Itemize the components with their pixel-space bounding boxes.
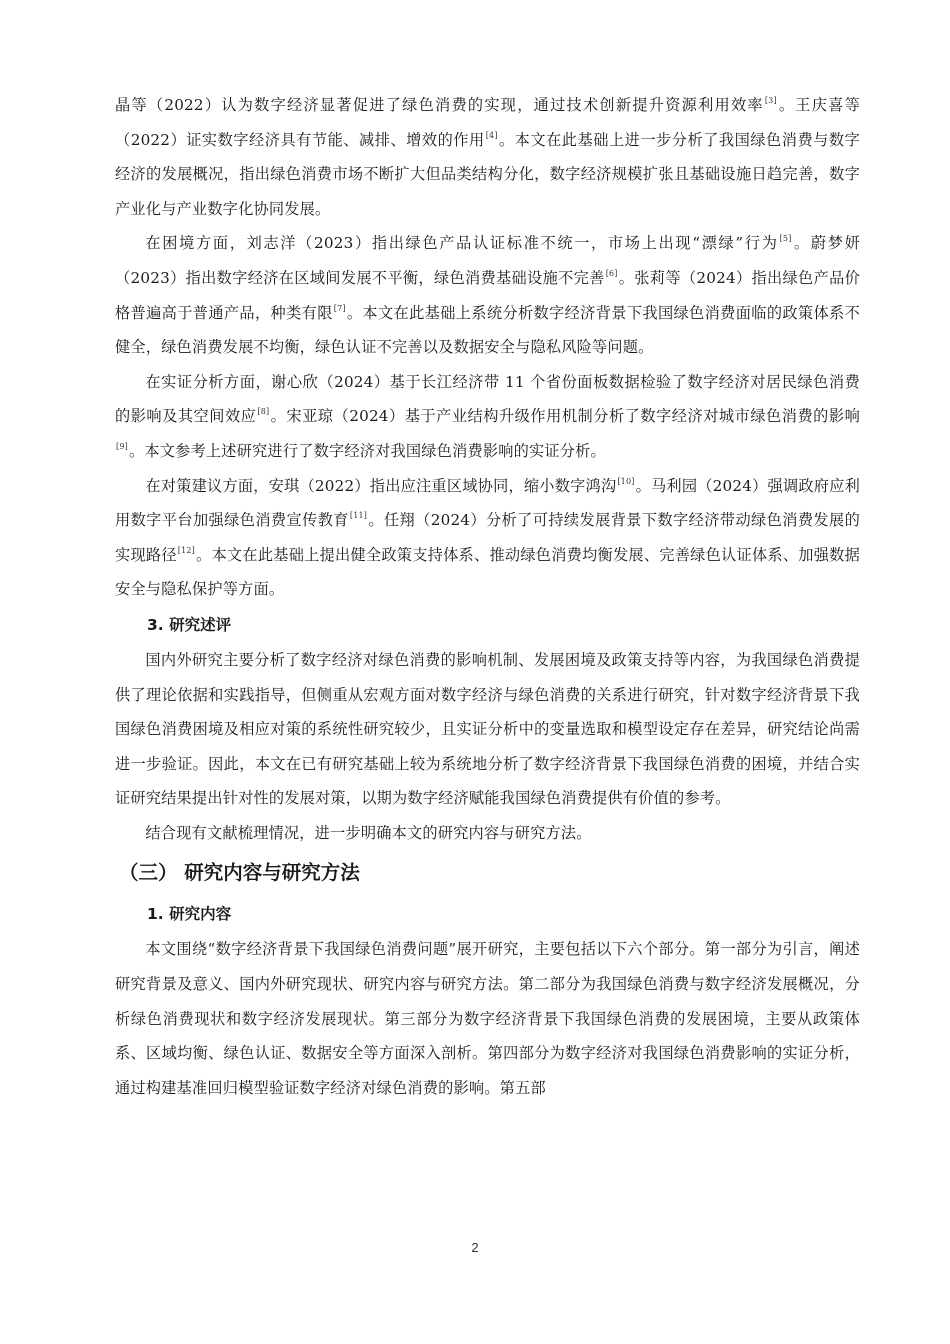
page-body — [115, 88, 860, 1105]
citation[interactable]: [8] — [257, 407, 270, 417]
body-paragraph: 结合现有文献梳理情况，进一步明确本文的研究内容与研究方法。 — [145, 823, 592, 842]
subsection-heading-review: 3. 研究述评 — [147, 615, 232, 634]
body-paragraph: 本文围绕“数字经济背景下我国绿色消费问题”展开研究，主要包括以下六个部分。第一部分为引言，阐述研究背景及意义、国内外研究现状、研究内容与研究方法。第二部分为我国绿色消费与数字经济发展概况，分析绿色消费现状和数字经济发展现状。第三部分为数字经济背景下我国绿色消费的发展困境，主要从政策体系、区域均衡、绿色认证、数据安全等方面深入剖析。第四部分为数字经济对我国绿色消费影响的实证分析，通过构建基准回归模型验证数字经济对绿色消费的影响。第五部 — [115, 940, 860, 1097]
body-paragraph: 在实证分析方面，谢心欣（2024）基于长江经济带 11 个省份面板数据检验了数字经济对居民绿色消费的影响及其空间效应[8]。宋亚琼（2024）基于产业结构升级作用机制分析了数字经济对城市绿色消费的影响[9]。本文参考上述研究进行了数字经济对我国绿色消费影响的实证分析。 — [115, 372, 860, 460]
body-paragraph: 在对策建议方面，安琪（2022）指出应注重区域协同，缩小数字鸿沟[10]。马利园（2024）强调政府应利用数字平台加强绿色消费宣传教育[11]。任翔（2024）分析了可持续发展背景下数字经济带动绿色消费发展的实现路径[12]。本文在此基础上提出健全政策支持体系、推动绿色消费均衡发展、完善绿色认证体系、加强数据安全与隐私保护等方面。 — [115, 476, 860, 599]
body-paragraph: 晶等（2022）认为数字经济显著促进了绿色消费的实现，通过技术创新提升资源利用效率[3]。王庆喜等（2022）证实数字经济具有节能、减排、增效的作用[4]。本文在此基础上进一步分析了我国绿色消费与数字经济的发展概况，指出绿色消费市场不断扩大但品类结构分化，数字经济规模扩张且基础设施日趋完善，数字产业化与产业数字化协同发展。 — [115, 96, 861, 218]
citation[interactable]: [11] — [349, 511, 368, 521]
citation[interactable]: [7] — [333, 303, 346, 313]
body-paragraph: 在困境方面，刘志洋（2023）指出绿色产品认证标准不统一，市场上出现“漂绿”行为[5]。蔚梦妍（2023）指出数字经济在区域间发展不平衡，绿色消费基础设施不完善[6]。张莉等（2024）指出绿色产品价格普遍高于普通产品，种类有限[7]。本文在此基础上系统分析数字经济背景下我国绿色消费面临的政策体系不健全，绿色消费发展不均衡，绿色认证不完善以及数据安全与隐私风险等问题。 — [115, 234, 860, 357]
citation[interactable]: [5] — [779, 234, 792, 244]
citation[interactable]: [9] — [116, 441, 128, 451]
citation[interactable]: [6] — [605, 268, 618, 278]
citation[interactable]: [4] — [485, 130, 498, 140]
body-paragraph: 国内外研究主要分析了数字经济对绿色消费的影响机制、发展困境及政策支持等内容，为我国绿色消费提供了理论依据和实践指导，但侧重从宏观方面对数字经济与绿色消费的关系进行研究，针对数字经济背景下我国绿色消费困境及相应对策的系统性研究较少，且实证分析中的变量选取和模型设定存在差异，研究结论尚需进一步验证。因此，本文在已有研究基础上较为系统地分析了数字经济背景下我国绿色消费的困境，并结合实证研究结果提出针对性的发展对策，以期为数字经济赋能我国绿色消费提供有价值的参考。 — [115, 650, 860, 808]
citation[interactable]: [3] — [764, 96, 777, 105]
section-heading: （三） 研究内容与研究方法 — [119, 861, 360, 885]
subsection-heading-content: 1. 研究内容 — [147, 905, 232, 924]
page-number: 2 — [471, 1240, 479, 1255]
citation[interactable]: [12] — [177, 545, 195, 555]
citation[interactable]: [10] — [617, 476, 635, 486]
